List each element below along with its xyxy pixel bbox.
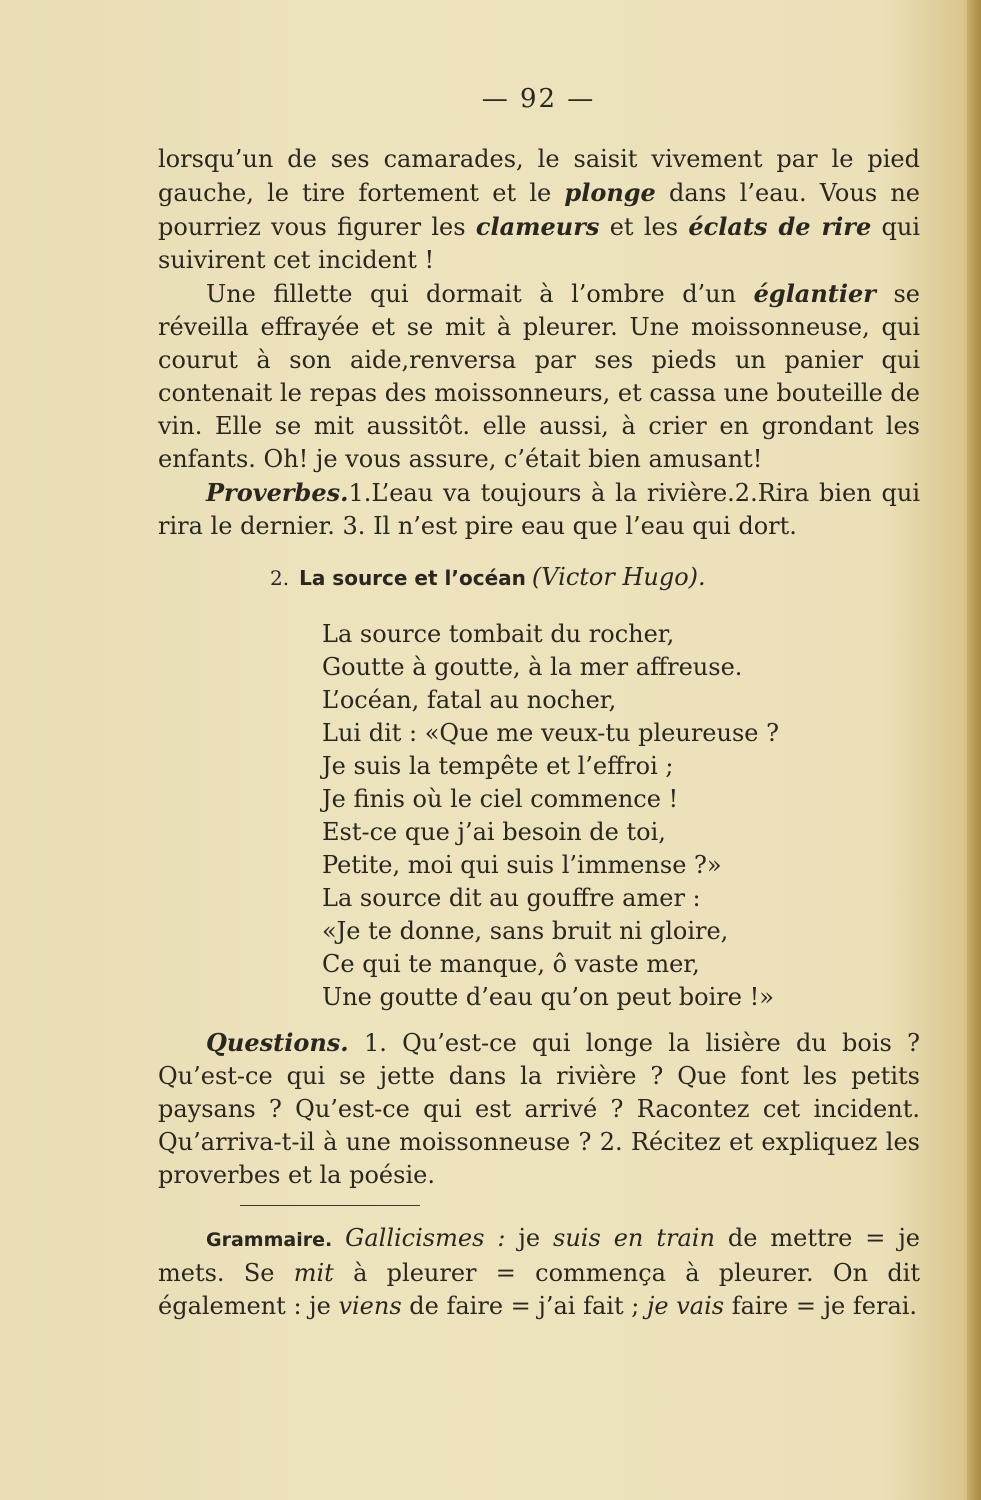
proverbs-text: 1.L’eau va toujours à la rivière.2.Rira bien qui rira le dernier. 3. Il n’est pire eau que l’eau qui dort. — [158, 479, 920, 540]
poem-line: La source tombait du rocher, — [322, 620, 675, 648]
proverbs — [158, 476, 920, 543]
paragraph-2: Une fillette qui dormait à l’ombre d’un églantier se réveilla effrayée et se mit à pleurer. Une moissonneuse, qui courut à son aide,renversa par ses pieds un panier qui contenait le repas des moissonneurs, et cassa une bouteille de vin. Elle se mit aussitôt. elle aussi, à crier en grondant les enfants. Oh! je vous assure, c’était bien amusant! — [158, 279, 920, 473]
vocab-eclats-de-rire: éclats de rire — [688, 212, 872, 241]
poem-title-text: La source et l’océan — [299, 566, 526, 590]
divider — [240, 1205, 420, 1206]
grammar-section — [158, 1222, 920, 1323]
vocab-plonge: plonge — [564, 178, 656, 207]
page-edge — [967, 0, 981, 1500]
vocab-eglantier: églantier — [753, 279, 876, 308]
poem-title — [270, 563, 706, 591]
poem-line: L’océan, fatal au nocher, — [322, 686, 617, 714]
page-number: — 92 — — [481, 84, 596, 114]
poem-line: Une goutte d’eau qu’on peut boire !» — [322, 983, 774, 1011]
grammar-label: Grammaire. — [206, 1229, 333, 1251]
vocab-clameurs: clameurs — [475, 212, 600, 241]
poem-line: Je suis la tempête et l’effroi ; — [322, 752, 674, 780]
paragraph-1: lorsqu’un de ses camarades, le saisit vivement par le pied gauche, le tire fortement et le plonge dans l’eau. Vous ne pourriez vous figurer les clameurs et les éclats de rire qui suivirent cet incident ! — [158, 145, 921, 274]
poem-line: Lui dit : «Que me veux-tu pleureuse ? — [322, 719, 779, 747]
grammar-topic: Gallicismes : — [345, 1224, 506, 1252]
poem-line: Goutte à goutte, à la mer affreuse. — [322, 653, 743, 681]
poem-line: Ce qui te manque, ô vaste mer, — [322, 950, 700, 978]
poem-line: Je finis où le ciel commence ! — [322, 785, 679, 813]
poem-author: (Victor Hugo). — [531, 563, 706, 591]
questions-text: 1. Qu’est-ce qui longe la lisière du bois ? Qu’est-ce qui se jette dans la rivière ? Que font les petits paysans ? Qu’est-ce qui est arrivé ? Racontez cet incident. Qu’arriva-t-il à une moissonneuse ? 2. Récitez et expliquez les proverbes et la poésie. — [158, 1029, 920, 1189]
story-text — [158, 143, 920, 543]
questions-section — [158, 1026, 920, 1192]
poem-number: 2. — [270, 566, 290, 590]
poem-line: Est-ce que j’ai besoin de toi, — [322, 818, 666, 846]
poem-line: La source dit au gouffre amer : — [322, 884, 701, 912]
questions-label: Questions. — [206, 1028, 349, 1057]
grammar-note: Grammaire. Gallicismes : je suis en train de mettre = je mets. Se mit à pleurer = commença à pleurer. On dit également : je viens de faire = j’ai fait ; je vais faire = je ferai. — [158, 1224, 921, 1320]
poem-line: «Je te donne, sans bruit ni gloire, — [322, 917, 729, 945]
proverbs-label: Proverbes. — [206, 478, 349, 507]
questions — [158, 1026, 920, 1192]
poem-line: Petite, moi qui suis l’immense ?» — [322, 851, 722, 879]
poem — [322, 618, 882, 1014]
